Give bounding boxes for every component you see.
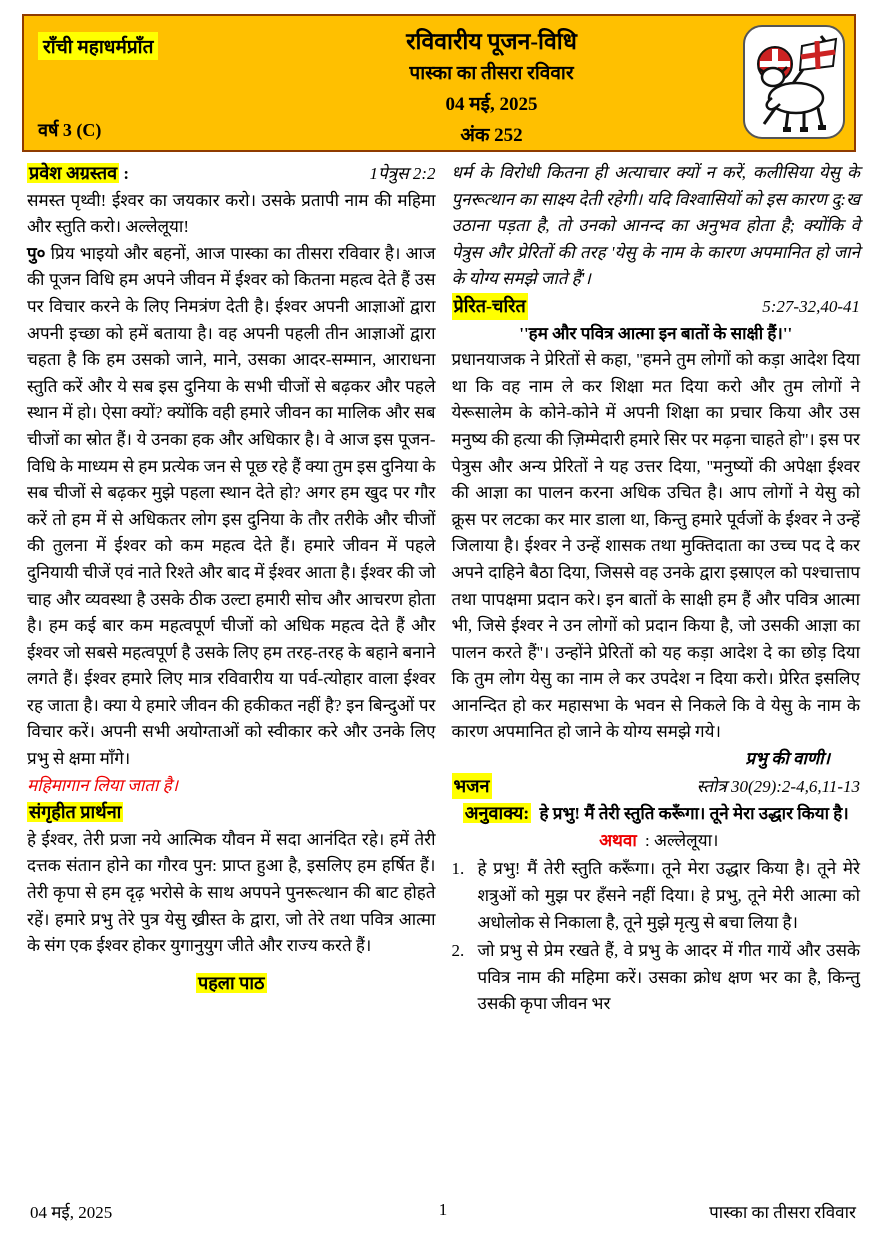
psalm-verse-2 bbox=[452, 938, 861, 1018]
psalm-heading bbox=[452, 773, 861, 801]
psalm-antiphon bbox=[452, 800, 861, 854]
gloria-rubric: महिमागान लिया जाता है। bbox=[27, 775, 179, 795]
masthead-banner bbox=[22, 14, 856, 152]
reading-headline-quote: ''हम और पवित्र आत्मा इन बातों के साक्षी हैं।'' bbox=[519, 323, 793, 343]
page-footer bbox=[30, 1200, 856, 1223]
entrance-antiphon-label-row bbox=[27, 160, 129, 188]
first-reading-label: पहला पाठ bbox=[198, 972, 265, 993]
psalm-verse-2-number: 2. bbox=[451, 941, 465, 961]
entrance-antiphon-reference: 1पेत्रुस 2:2 bbox=[369, 164, 436, 183]
left-column bbox=[27, 160, 436, 1018]
first-reading-heading bbox=[27, 970, 436, 998]
sunday-name: पास्का का तीसरा रविवार bbox=[409, 63, 574, 84]
bulletin-date: 04 मई, 2025 bbox=[445, 94, 538, 115]
liturgical-year: वर्ष 3 (C) bbox=[38, 120, 102, 140]
priest-introduction bbox=[27, 241, 436, 773]
psalm-antiphon-or-word: अथवा bbox=[599, 830, 637, 850]
reading-text: प्रधानयाजक ने प्रेरितों से कहा, ''हमने तुम लोगों को कड़ा आदेश दिया था कि वह नाम ले कर शिक्षा मत दिया करो और तुम लोगों ने येरूसालेम के कोने-कोने में अपनी शिक्षा का प्रचार किया और उस मनुष्य की हत्या की ज़िम्मेदारी हमारे सिर पर मढ़ना चाहते हो''। इस पर पेत्रुस और अन्य प्रेरितों ने यह उत्तर दिया, ''मनुष्यों की अपेक्षा ईश्वर की आज्ञा का पालन करना अधिक उचित है। आप लोगों ने येसु को क्रूस पर लटका कर मार डाला था, किन्तु हमारे पूर्वजों के ईश्वर ने उन्हें जिलाया है। ईश्वर ने उन्हें शासक तथा मुक्तिदाता का उच्च पद दे कर अपने दाहिने बैठा दिया, जिससे वह उनके द्वारा इस्राएल को पश्चात्ताप तथा पापक्षमा प्रदान करे। इन बातों के साक्षी हम हैं और पवित्र आत्मा भी, जिसे ईश्वर ने उन लोगों को प्रदान किया है, जो उसकी आज्ञा का पालन करते हैं''। उन्होंने प्रेरितों को यह कड़ा आदेश दे का छोड़ दिया कि तुम लोग येसु का नाम ले कर उपदेश न दिया करो। प्रेरित इसलिए आनन्दित हो कर महासभा के भवन से निकले कि वे येसु के नाम के कारण अपमानित हो जाने के योग्य समझे गये। bbox=[451, 350, 860, 742]
psalm-verse-2-text: जो प्रभु से प्रेम रखते हैं, वे प्रभु के आदर में गीत गायें और उसके पवित्र नाम की महिमा करें। उसका क्रोध क्षण भर का है, किन्तु उसकी कृपा जीवन भर bbox=[477, 941, 860, 1014]
footer-page-number: 1 bbox=[438, 1200, 448, 1219]
right-column bbox=[452, 160, 861, 1018]
logo-container bbox=[734, 16, 854, 150]
collect-heading bbox=[27, 799, 436, 827]
psalm-antiphon-label: अनुवाक्य: bbox=[464, 803, 530, 824]
psalm-antiphon-alleluia: : अल्लेलूया। bbox=[645, 830, 719, 850]
priest-text: प्रिय भाइयो और बहनों, आज पास्का का तीसरा रविवार है। आज की पूजन विधि हम अपने जीवन में ईश्वर को कितना महत्व देते हैं उस पर विचार करने के लिए निमत्रंण देती है। ईश्वर अपनी आज्ञाओं द्वारा अपनी इच्छा को हमें बताया है। वह अपनी पहली तीन आज्ञाओं द्वारा चहता है कि हम उसको जाने, माने, उसका आदर-सम्मान, आराधना स्तुति करें और ये सब इस दुनिया के सभी चीजों से बढ़कर और पहले स्थान में हो। ऐसा क्यों? क्योंकि वही हमारे जीवन का मालिक और सब चीजों का स्रोत हैं। ये उनका हक और अधिकार है। वे आज इस पूजन-विधि के माध्यम से हम प्रत्येक जन से पूछ रहे हैं क्या तुम इस दुनिया के सब चीजों से बढ़कर मुझे पहला स्थान देते हो? अगर हम खुद पर गौर करें तो हम में से अधिकतर लोग इस दुनिया के तौर तरीके और चीजों की तुलना में ईश्वर को कम महत्व देते हैं। हमारे जीवन में पहले दुनियायी चीजें एवं नाते रिश्ते और बाद में ईश्वर आता है। ईश्वर की जो चाह और व्यवस्था है उसके ठीक उल्टा हमारी सोच और आचरण होता है। हम कई बार कम महत्वपूर्ण चीजों को अधिक महत्व देते हैं और ईश्वर जो सबसे महत्वपूर्ण है उसके लिए हम तरह-तरह के बहाने बनाने लगते हैं। ईश्वर हमारे लिए मात्र रविवारीय या पर्व-त्योहार वाला ईश्वर रह जाता है। क्या ये हमारे जीवन की हकीकत नहीं है? इन बिन्दुओं पर विचार करें। अपनी सभी अयोग्ताओं को स्वीकार करे और उनके लिए प्रभु से क्षमा माँगे। bbox=[27, 243, 436, 769]
issue-number: अंक 252 bbox=[460, 125, 523, 146]
reading-reference: 5:27-32,40-41 bbox=[762, 296, 860, 316]
psalm-antiphon-text: हे प्रभु! मैं तेरी स्तुति करूँगा। तूने मेरा उद्धार किया है। bbox=[539, 804, 849, 824]
collect-text: हे ईश्वर, तेरी प्रजा नये आत्मिक यौवन में सदा आनंदित रहे। हमें तेरी दत्तक संतान होने का गौरव पुन: प्राप्त हुआ है, इसलिए हम हर्षित हैं। तेरी कृपा से हम दृढ़ भरोसे के साथ अपपने पुनरूत्थान की बाट होहते रहें। हमारे प्रभु तेरे पुत्र येसु ख्रीस्त के द्वारा, जो तेरे तथा पवित्र आत्मा के संग एक ईश्वर होकर युगानुयुग जीते और राज्य करते हैं। bbox=[27, 829, 436, 956]
body-columns bbox=[27, 160, 860, 1018]
entrance-antiphon-label: प्रवेश अग्रस्तव bbox=[29, 163, 118, 183]
entrance-antiphon-heading bbox=[27, 160, 436, 188]
psalm-verse-1-text: हे प्रभु! मैं तेरी स्तुति करूँगा। तूने मेरा उद्धार किया है। तूने मेरे शत्रुओं को मुझ पर हँसने नहीं दिया। हे प्रभु, तूने मेरी आत्मा को अधोलोक से निकाला है, तूने मुझे मृत्यु से बचा लिया है। bbox=[477, 859, 860, 932]
priest-prefix: पु० bbox=[27, 243, 46, 263]
masthead-titles bbox=[249, 16, 734, 150]
footer-date: 04 मई, 2025 bbox=[30, 1200, 112, 1223]
reading-introduction-italic: धर्म के विरोधी कितना ही अत्याचार क्यों न करें, कलीसिया येसु के पुनरूत्थान का साक्ष्य देती रहेगी। यदि विश्वासियों को इस कारण दु:ख उठाना पड़ता है, तो उनको आनन्द का अनुभव होता है; क्योंकि वे पेत्रुस और प्रेरितों की तरह 'येसु के नाम के कारण अपमानित हो जाने के योग्य समझे जाते हैं'। bbox=[451, 163, 860, 289]
footer-sunday-name: पास्का का तीसरा रविवार bbox=[709, 1200, 856, 1223]
psalm-verse-1 bbox=[452, 856, 861, 936]
reading-book-label: प्रेरित-चरित bbox=[452, 293, 528, 320]
collect-label: संगृहीत प्रार्थना bbox=[29, 802, 122, 823]
psalm-verse-1-number: 1. bbox=[451, 859, 465, 879]
bulletin-title: रविवारीय पूजन-विधि bbox=[406, 29, 577, 54]
agnus-dei-lamb-flag-icon bbox=[742, 24, 846, 140]
entrance-antiphon-text: समस्त पृथ्वी! ईश्वर का जयकार करो। उसके प्रतापी नाम की महिमा और स्तुति करो। अल्लेलूया! bbox=[27, 190, 436, 237]
entrance-antiphon-colon: : bbox=[123, 164, 130, 183]
psalm-label: भजन bbox=[452, 773, 492, 800]
word-of-the-lord-acclamation: प्रभु की वाणी। bbox=[745, 749, 830, 769]
reading-heading bbox=[452, 293, 861, 321]
diocese-name: राँची महाधर्मप्राँत bbox=[38, 32, 158, 60]
psalm-reference: स्तोत्र 30(29):2-4,6,11-13 bbox=[696, 776, 860, 796]
masthead-left bbox=[24, 16, 249, 150]
